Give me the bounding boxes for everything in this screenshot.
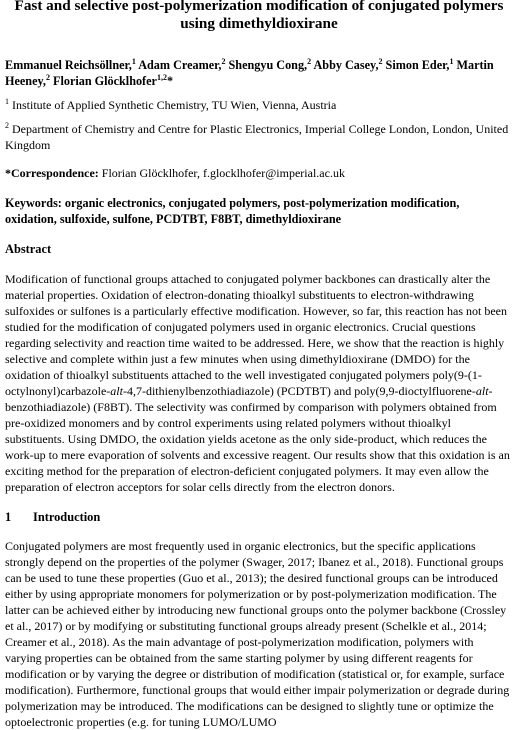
author: Adam Creamer,$^2$ — [138, 56, 226, 72]
keywords — [5, 195, 513, 227]
author: Shengyu Cong,$^2$ — [228, 56, 312, 72]
introduction-text: Conjugated polymers are most frequently used in organic electronics, but the specific applications strongly depend on the properties of the polymer (Swager, 2017; Ibanez et al., 2018). Functional groups can be used to tune these properties (Guo et al., 2013); the desired functional groups can be introduced either by using appropriate monomers for polymerization or by post-polymerization modification. The latter can be achieved either by introducing new functional groups onto the polymer backbone (Crossley et al., 2017) or by modifying or substituting functional groups already present (Schelkle et al., 2014; Creamer et al., 2018). As the main advantage of post-polymerization modification, polymers with varying properties can be obtained from the same starting polymer by using different reagents for modification or by varying the degree or distribution of modification (statistical or, for example, surface modification). Furthermore, functional groups that would either impair polymerization or degrade during polymerization may be introduced. The modifications can be designed to slightly tune or optimize the optoelectronic properties (e.g. for tuning LUMO/LUMO — [5, 539, 510, 729]
correspondence-label: *Correspondence: — [5, 166, 99, 180]
abstract-heading: Abstract — [5, 242, 52, 256]
correspondence — [5, 165, 513, 181]
author-list — [5, 57, 513, 89]
introduction-heading — [5, 510, 513, 525]
affiliation-2: $^2$ Department of Chemistry and Centre for Plastic Electronics, Imperial College London, London, United Kingdom — [5, 121, 509, 152]
section-number: 1 — [5, 510, 12, 524]
abstract-text: Modification of functional groups attached to conjugated polymer backbones can drastically alter the material properties. Oxidation of electron-donating thioalkyl substituents to electron-withdrawing sulfoxides or sulfones is a particularly effective modification. However, so far, this reaction has not been studied for the modification of conjugated polymers used in organic electronics. Crucial questions regarding selectivity and reaction time waited to be addressed. Here, we show that the reaction is highly selective and complete within just a few minutes when using dimethyldioxirane (DMDO) for the oxidation of thioalkyl substituents attached to the well investigated conjugated polymers poly(9-(1-octylnonyl)carbazole-alt-4,7-dithienylbenzothiadiazole) (PCDTBT) and poly(9,9-dioctylfluorene-alt-benzothiadiazole) (F8BT). The selectivity was confirmed by comparison with polymers obtained from pre-oxidized monomers and by control experiments using related polymers without thioalkyl substituents. Using DMDO, the oxidation yields acetone as the only side-product, which reduces the work-up to mere evaporation of solvents and excessive reagent. Our results show that this oxidation is an exciting method for the preparation of electron-deficient conjugated polymers. It may even allow the preparation of electron acceptors for solar cells directly from the electron donors. — [5, 272, 510, 494]
keywords-label: Keywords: — [5, 196, 62, 210]
author: Abby Casey,$^2$ — [313, 56, 383, 72]
author: Florian Glöcklhofer$^{1,2}$* — [53, 72, 174, 88]
keywords-text: organic electronics, conjugated polymers, post-polymerization modification, oxidation, sulfoxide, sulfone, PCDTBT, F8BT, dimethyldioxirane — [5, 196, 460, 226]
author: Emmanuel Reichsöllner,$^1$ — [5, 56, 136, 72]
author: Martin Heeney,$^2$ — [5, 58, 494, 88]
author: Simon Eder,$^1$ — [385, 56, 454, 72]
affiliation-1: $^1$ Institute of Applied Synthetic Chemistry, TU Wien, Vienna, Austria — [5, 97, 337, 112]
section-title: Introduction — [33, 510, 101, 524]
paper-title: Fast and selective post-polymerization modification of conjugated polymers using dimethyldioxirane — [14, 0, 504, 32]
correspondence-text: Florian Glöcklhofer, f.glocklhofer@imperial.ac.uk — [101, 166, 345, 180]
